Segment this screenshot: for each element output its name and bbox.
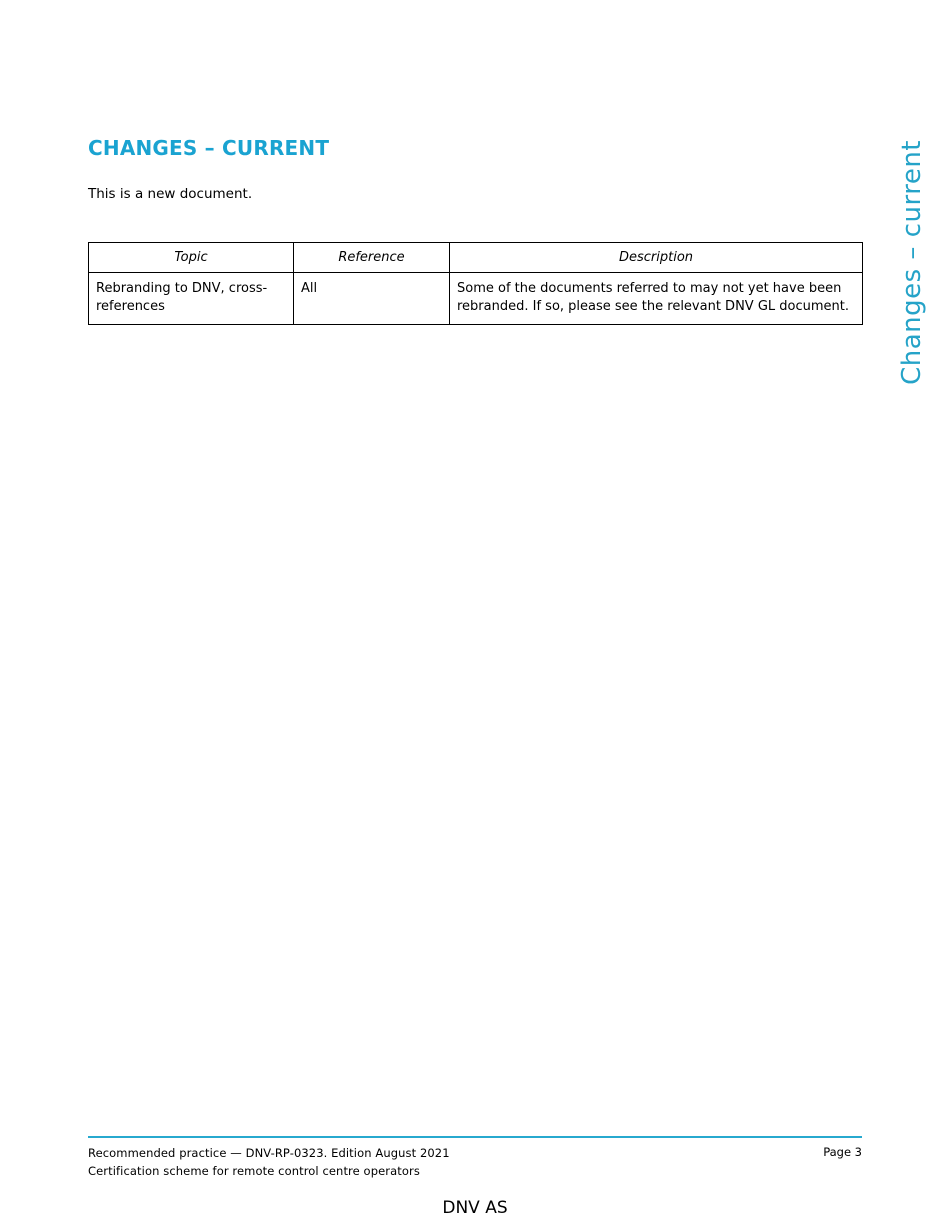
column-header-topic: Topic (89, 243, 294, 273)
footer-document-info (88, 1145, 450, 1181)
footer-line-2: Certification scheme for remote control centre operators (88, 1163, 420, 1178)
cell-topic: Rebranding to DNV, cross-references (89, 273, 294, 325)
changes-table (88, 242, 863, 325)
organisation-name: DNV AS (442, 1198, 508, 1218)
footer-page-number: Page 3 (823, 1145, 862, 1159)
cell-reference: All (294, 273, 450, 325)
cell-description: Some of the documents referred to may not yet have been rebranded. If so, please see the relevant DNV GL document. (450, 273, 863, 325)
table-header-row (89, 243, 863, 273)
footer-row (88, 1145, 862, 1181)
column-header-description: Description (450, 243, 863, 273)
intro-paragraph: This is a new document. (88, 186, 253, 202)
footer-divider (88, 1136, 862, 1138)
side-tab-changes-current (892, 140, 932, 460)
side-tab-label: Changes – current (897, 140, 927, 385)
page-title: CHANGES – CURRENT (88, 136, 330, 160)
table-row (89, 273, 863, 325)
footer-line-1: Recommended practice — DNV-RP-0323. Edition August 2021 (88, 1146, 450, 1160)
page-footer (88, 1136, 862, 1181)
page-content (88, 136, 862, 325)
column-header-reference: Reference (294, 243, 450, 273)
